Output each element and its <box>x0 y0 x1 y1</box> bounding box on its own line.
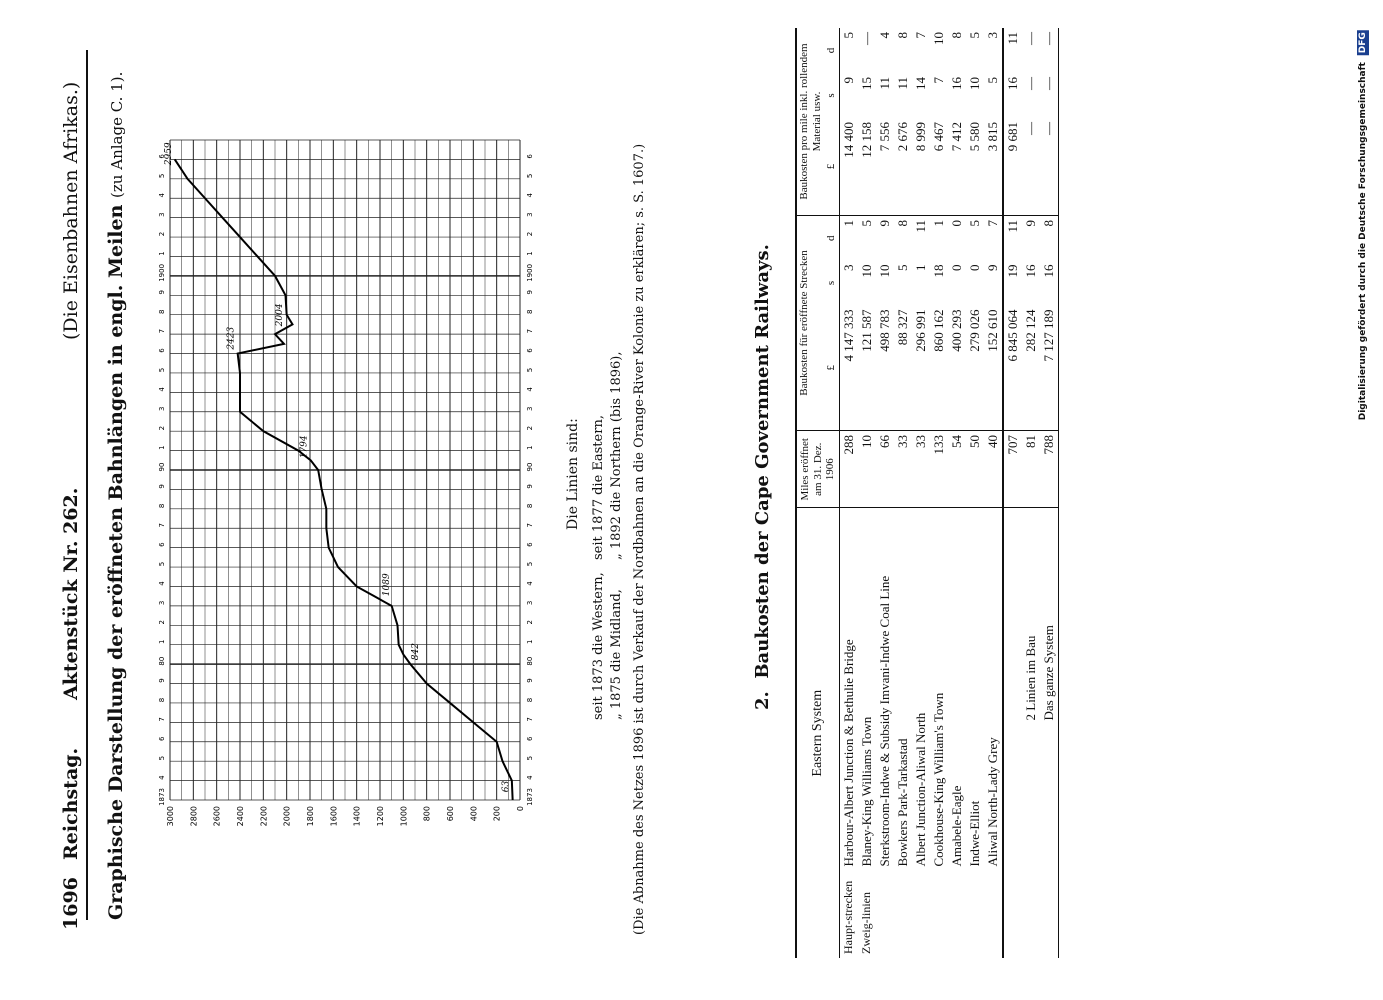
row-cost-pence: 1 <box>840 220 856 227</box>
x-tick-label: 5 <box>526 173 534 179</box>
row-miles: 288 <box>839 431 858 509</box>
row-per-mile-pounds: 5 580 <box>966 118 984 216</box>
row-miles: 788 <box>1040 431 1059 509</box>
x-tick-label: 3 <box>158 212 166 217</box>
cost-table <box>795 28 1059 958</box>
chart-footnote: (Die Abnahme des Netzes 1896 ist durch Verkauf der Nordbahnen an die Orange-River Kolonie zu erklären; s. S. 1607.) <box>632 143 647 935</box>
row-cost-pence: 7 <box>984 220 1000 227</box>
x-tick-label: 9 <box>526 290 534 295</box>
y-tick-label: 1200 <box>376 806 385 827</box>
y-tick-label: 1400 <box>352 806 362 827</box>
row-cost-shillings: 9 <box>984 264 1000 271</box>
y-tick-label: 1800 <box>306 806 315 827</box>
x-tick-label: 6 <box>526 542 534 547</box>
x-tick-label: 9 <box>158 484 166 489</box>
x-tick-label: 3 <box>158 406 166 411</box>
row-per-mile-shillings: 5 <box>984 77 1000 84</box>
row-cost-pence: 11 <box>1004 220 1020 233</box>
row-per-mile-pounds: — <box>1022 118 1040 216</box>
x-tick-label: 6 <box>526 154 534 159</box>
row-miles: 10 <box>858 431 876 509</box>
y-tick-label: 2200 <box>259 806 269 827</box>
row-per-mile-pounds: 7 556 <box>876 118 894 216</box>
summary-row <box>1022 28 1040 958</box>
x-tick-label: 5 <box>526 755 534 761</box>
chart-note-heading: Die Linien sind: <box>565 418 581 530</box>
row-name: Harbour-Albert Junction & Bethulie Bridge <box>840 639 856 867</box>
row-per-mile-pence: — <box>1022 32 1038 45</box>
y-tick-label: 2400 <box>236 806 245 827</box>
row-name: Blaney-King Williams Town <box>858 716 874 867</box>
row-name: Das ganze System <box>1040 625 1056 721</box>
row-per-mile-pounds: 6 467 <box>930 118 948 216</box>
y-tick-label: 2000 <box>282 806 292 827</box>
x-tick-label: 7 <box>526 328 534 334</box>
row-per-mile-shillings: 16 <box>1004 77 1020 90</box>
x-tick-label: 2 <box>526 620 534 625</box>
x-tick-label: 3 <box>526 406 534 411</box>
header-subject: (Die Eisenbahnen Afrikas.) <box>60 81 82 340</box>
row-cost-pounds: 7 127 189 <box>1040 306 1059 431</box>
col-miles-header: Miles eröffnet am 31. Dez. 1906 <box>796 431 839 509</box>
row-cost-pounds: 152 610 <box>984 306 1003 431</box>
x-tick-label: 6 <box>158 154 166 159</box>
x-tick-label: 1900 <box>158 263 166 282</box>
row-group-label <box>1040 871 1059 959</box>
table-row <box>839 28 858 958</box>
row-per-mile-pence: 5 <box>966 32 982 39</box>
row-per-mile-pence: 8 <box>894 32 910 39</box>
header-aktenstueck: Aktenstück Nr. 262. <box>60 487 82 700</box>
row-group-label <box>1022 871 1040 959</box>
unit-per-mile-pound: £ <box>824 118 839 216</box>
note-western: seit 1873 die Western, <box>591 572 606 720</box>
row-per-mile-pence: 8 <box>948 32 964 39</box>
col-per-mile-header: Baukosten pro mile inkl. rollendem Material usw. <box>796 28 824 216</box>
x-tick-label: 2 <box>526 425 534 431</box>
row-cost-pence: 1 <box>930 220 946 227</box>
x-tick-label: 6 <box>158 542 166 547</box>
row-per-mile-pounds: 7 412 <box>948 118 966 216</box>
row-per-mile-pounds: 8 999 <box>912 118 930 216</box>
row-miles: 40 <box>984 431 1003 509</box>
x-tick-label: 1 <box>158 445 166 450</box>
x-tick-label: 3 <box>526 600 534 606</box>
x-tick-label: 4 <box>526 193 534 198</box>
row-cost-pounds: 282 124 <box>1022 306 1040 431</box>
row-cost-pounds: 860 162 <box>930 306 948 431</box>
table-row <box>966 28 984 958</box>
x-tick-label: 1873 <box>158 788 166 806</box>
row-per-mile-shillings: 16 <box>948 77 964 90</box>
x-tick-label: 5 <box>158 561 166 567</box>
table-row <box>876 28 894 958</box>
chart-title: Graphische Darstellung der eröffneten Bahnlängen in engl. Meilen (zu Anlage C. 1). <box>105 71 127 920</box>
x-tick-label: 7 <box>158 328 166 334</box>
row-per-mile-pounds: 2 676 <box>894 118 912 216</box>
row-cost-shillings: 18 <box>930 264 946 278</box>
y-tick-label: 600 <box>446 806 455 822</box>
row-miles: 133 <box>930 431 948 509</box>
y-tick-label: 2800 <box>189 806 199 827</box>
x-tick-label: 5 <box>158 755 166 761</box>
row-name: Amabele-Eagle <box>948 785 964 867</box>
row-cost-pence: 8 <box>894 220 910 227</box>
x-tick-label: 6 <box>158 348 166 353</box>
row-cost-pounds: 296 991 <box>912 306 930 431</box>
y-tick-label: 0 <box>516 806 525 812</box>
x-tick-label: 80 <box>158 656 166 666</box>
row-name: 2 Linien im Bau <box>1022 635 1038 721</box>
x-tick-label: 1873 <box>526 788 534 806</box>
x-tick-label: 80 <box>526 656 534 666</box>
table-row <box>894 28 912 958</box>
row-group-label <box>912 871 930 959</box>
y-tick-label: 3000 <box>166 806 175 827</box>
note-eastern: seit 1877 die Eastern, <box>591 415 606 560</box>
x-tick-label: 8 <box>526 503 534 509</box>
row-per-mile-pence: 10 <box>930 32 946 45</box>
row-cost-shillings: 19 <box>1004 264 1020 278</box>
row-per-mile-pounds: — <box>1040 118 1059 216</box>
x-tick-label: 8 <box>158 697 166 703</box>
x-tick-label: 8 <box>158 503 166 509</box>
row-per-mile-shillings: 11 <box>876 77 892 90</box>
row-miles: 707 <box>1003 431 1022 509</box>
footer-text: Digitalisierung gefördert durch die Deutsche Forschungsgemeinschaft <box>1358 62 1368 421</box>
row-per-mile-shillings: 11 <box>894 77 910 90</box>
x-tick-label: 7 <box>526 717 534 722</box>
row-cost-pounds: 400 293 <box>948 306 966 431</box>
y-tick-label: 200 <box>492 806 502 822</box>
row-cost-shillings: 5 <box>894 264 910 271</box>
x-tick-label: 4 <box>526 775 534 780</box>
row-per-mile-pounds: 9 681 <box>1003 118 1022 216</box>
chart-title-note: (zu Anlage C. 1). <box>108 71 126 198</box>
row-cost-pounds: 279 026 <box>966 306 984 431</box>
x-tick-label: 8 <box>526 697 534 703</box>
x-tick-label: 5 <box>526 367 534 373</box>
row-per-mile-pounds: 14 400 <box>839 118 858 216</box>
x-tick-label: 5 <box>158 173 166 179</box>
row-cost-pence: 0 <box>948 220 964 227</box>
row-group-label <box>948 871 966 959</box>
digitization-footer <box>1358 30 1368 420</box>
row-name <box>1003 508 1022 871</box>
x-tick-label: 1 <box>526 639 534 644</box>
row-cost-shillings: 16 <box>1040 264 1056 278</box>
chart-notes-left <box>590 572 626 720</box>
y-tick-label: 400 <box>469 806 479 822</box>
x-tick-label: 9 <box>526 484 534 489</box>
x-tick-label: 2 <box>526 231 534 237</box>
data-label: 63 <box>501 780 512 793</box>
note-northern: „ 1892 die Northern (bis 1896), <box>609 351 624 560</box>
line-chart <box>150 120 560 850</box>
y-tick-label: 1000 <box>399 806 409 827</box>
x-tick-label: 6 <box>526 348 534 353</box>
row-miles: 54 <box>948 431 966 509</box>
table-row <box>930 28 948 958</box>
x-tick-label: 1900 <box>526 263 534 282</box>
data-label: 2004 <box>275 303 286 327</box>
row-cost-pounds: 121 587 <box>858 306 876 431</box>
x-tick-label: 4 <box>158 387 166 392</box>
row-per-mile-pounds: 3 815 <box>984 118 1003 216</box>
x-tick-label: 6 <box>158 736 166 741</box>
x-tick-label: 1 <box>526 251 534 256</box>
row-per-mile-pence: 4 <box>876 32 892 39</box>
x-tick-label: 1 <box>158 251 166 256</box>
x-tick-label: 2 <box>158 620 166 625</box>
row-cost-pence: 9 <box>1022 220 1038 227</box>
unit-cost-pence: d <box>825 235 838 241</box>
row-per-mile-shillings: — <box>1022 77 1038 90</box>
x-tick-label: 90 <box>158 462 166 472</box>
section-title: 2. Baukosten der Cape Government Railways. <box>752 244 773 710</box>
x-tick-label: 1 <box>526 445 534 450</box>
y-tick-label: 2600 <box>212 806 222 827</box>
row-group-label <box>894 871 912 959</box>
row-name: Albert Junction-Aliwal North <box>912 712 928 867</box>
row-group-label <box>1003 871 1022 959</box>
row-miles: 66 <box>876 431 894 509</box>
x-tick-label: 1 <box>158 639 166 644</box>
row-per-mile-pence: 3 <box>984 32 1000 39</box>
row-per-mile-shillings: — <box>1040 77 1056 90</box>
row-cost-pence: 9 <box>876 220 892 227</box>
row-per-mile-shillings: 15 <box>858 77 874 90</box>
col-cost-header: Baukosten für eröffnete Strecken <box>796 216 824 431</box>
row-name: Indwe-Elliot <box>966 800 982 867</box>
row-cost-pence: 8 <box>1040 220 1056 227</box>
row-per-mile-pence: 5 <box>840 32 856 39</box>
x-tick-label: 7 <box>158 523 166 528</box>
y-tick-label: 800 <box>422 806 432 822</box>
x-tick-label: 9 <box>526 678 534 683</box>
row-cost-pence: 5 <box>858 220 874 227</box>
row-cost-pence: 11 <box>912 220 928 233</box>
table-row <box>912 28 930 958</box>
x-tick-label: 4 <box>158 581 166 586</box>
header-source-prefix: Reichstag. <box>60 747 82 860</box>
data-label: 2423 <box>226 326 237 350</box>
page-number: 1696 <box>60 877 82 930</box>
note-midland: „ 1875 die Midland, <box>609 589 624 720</box>
unit-per-mile-shilling: s <box>825 93 838 98</box>
row-cost-shillings: 1 <box>912 264 928 271</box>
row-per-mile-pence: — <box>1040 32 1056 45</box>
row-group-label <box>876 871 894 959</box>
row-per-mile-shillings: 14 <box>912 77 928 90</box>
header-rule <box>86 50 88 920</box>
row-cost-shillings: 16 <box>1022 264 1038 278</box>
total-row <box>1003 28 1022 958</box>
x-tick-label: 9 <box>158 678 166 683</box>
row-per-mile-shillings: 7 <box>930 77 946 84</box>
table-row <box>858 28 876 958</box>
row-per-mile-pence: 11 <box>1004 32 1020 45</box>
data-label: 1089 <box>381 573 392 597</box>
row-per-mile-pence: — <box>858 32 874 45</box>
table-row <box>948 28 966 958</box>
x-tick-label: 7 <box>526 523 534 528</box>
x-tick-label: 5 <box>158 367 166 373</box>
series-line <box>175 159 513 800</box>
x-tick-label: 4 <box>526 387 534 392</box>
row-cost-pounds: 88 327 <box>894 306 912 431</box>
row-miles: 81 <box>1022 431 1040 509</box>
x-tick-label: 7 <box>158 717 166 722</box>
x-tick-label: 3 <box>158 600 166 606</box>
x-tick-label: 8 <box>526 309 534 314</box>
unit-cost-pound: £ <box>824 306 839 431</box>
row-group-label: Zweig-linien <box>858 892 873 954</box>
x-tick-label: 2 <box>158 425 166 431</box>
x-tick-label: 2 <box>158 231 166 237</box>
x-tick-label: 6 <box>526 736 534 741</box>
table-row <box>984 28 1003 958</box>
row-name: Aliwal North-Lady Grey <box>984 737 1000 867</box>
data-label: 2959 <box>163 142 174 166</box>
cost-table-body <box>839 28 1058 958</box>
summary-row <box>1040 28 1059 958</box>
row-cost-pence: 5 <box>966 220 982 227</box>
row-group-label <box>984 871 1003 959</box>
x-tick-label: 4 <box>526 581 534 586</box>
row-miles: 33 <box>912 431 930 509</box>
chart-notes-right <box>590 352 626 560</box>
row-name: Bowkers Park-Tarkastad <box>894 738 910 867</box>
row-cost-shillings: 10 <box>876 264 892 278</box>
row-name: Sterkstroom-Indwe & Subsidy Imvani-Indwe Coal Line <box>876 575 892 867</box>
row-group-label: Haupt-strecken <box>840 880 855 954</box>
x-tick-label: 5 <box>526 561 534 567</box>
x-tick-label: 9 <box>158 290 166 295</box>
row-cost-shillings: 0 <box>966 264 982 271</box>
data-label: 1794 <box>299 435 310 459</box>
row-per-mile-shillings: 9 <box>840 77 856 84</box>
y-tick-label: 1600 <box>329 806 339 827</box>
x-tick-label: 4 <box>158 193 166 198</box>
row-cost-shillings: 3 <box>840 264 856 271</box>
row-miles: 50 <box>966 431 984 509</box>
row-group-label <box>930 871 948 959</box>
row-name: Cookhouse-King William's Town <box>930 692 946 867</box>
unit-per-mile-pence: d <box>825 47 838 54</box>
unit-cost-shilling: s <box>825 280 838 286</box>
row-cost-pounds: 498 783 <box>876 306 894 431</box>
row-per-mile-pounds: 12 158 <box>858 118 876 216</box>
row-per-mile-shillings: 10 <box>966 77 982 90</box>
row-miles: 33 <box>894 431 912 509</box>
x-tick-label: 3 <box>526 212 534 217</box>
col-system-header: Eastern System <box>809 689 825 777</box>
row-per-mile-pence: 7 <box>912 32 928 39</box>
row-cost-pounds: 4 147 333 <box>839 306 858 431</box>
x-tick-label: 90 <box>526 462 534 472</box>
row-cost-shillings: 10 <box>858 264 874 278</box>
row-cost-shillings: 0 <box>948 264 964 271</box>
row-cost-pounds: 6 845 064 <box>1003 306 1022 431</box>
row-group-label <box>966 871 984 959</box>
dfg-badge: DFG <box>1358 32 1368 54</box>
x-tick-label: 8 <box>158 309 166 314</box>
data-label: 842 <box>410 643 421 661</box>
x-tick-label: 4 <box>158 775 166 780</box>
